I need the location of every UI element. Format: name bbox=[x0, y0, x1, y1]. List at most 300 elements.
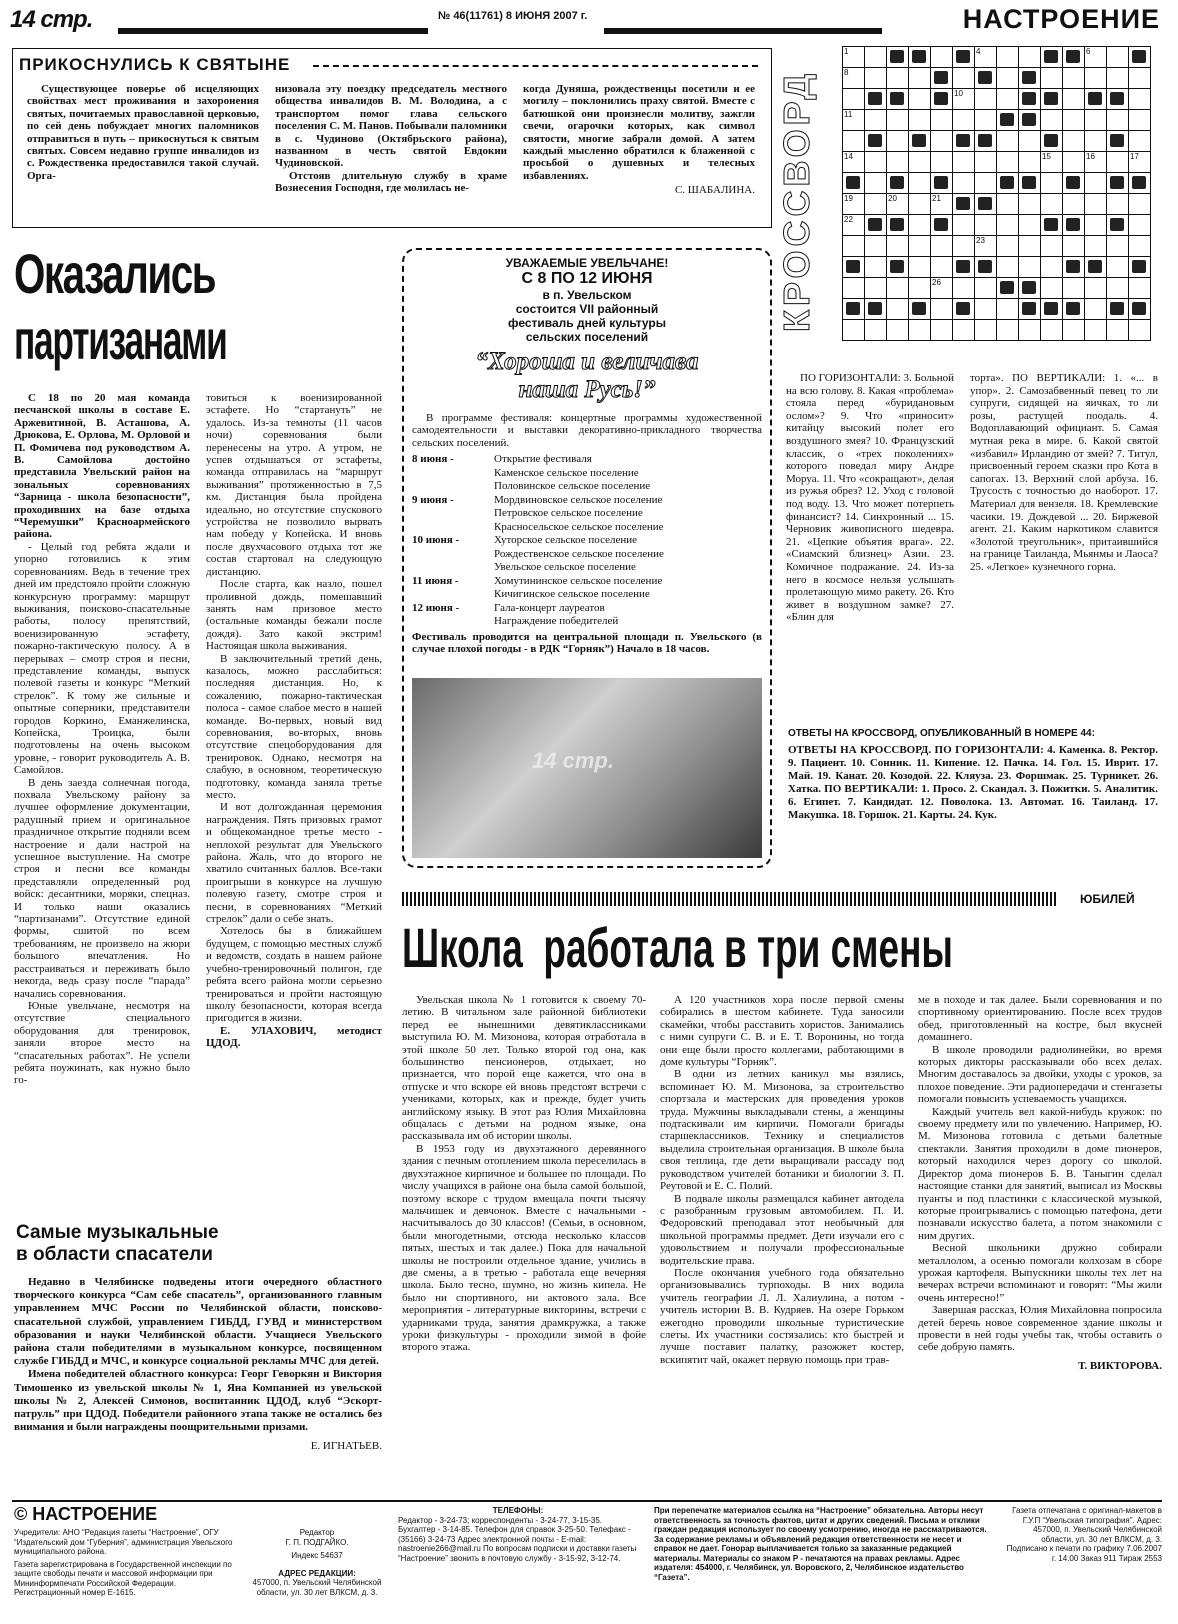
festival-schedule bbox=[412, 453, 762, 629]
schedule-items bbox=[494, 602, 618, 629]
crossword-cell[interactable] bbox=[1019, 320, 1041, 341]
crossword-cell[interactable] bbox=[1063, 152, 1085, 173]
crossword-black-cell bbox=[865, 299, 887, 320]
crossword-cell[interactable] bbox=[1041, 110, 1063, 131]
music-p1: Недавно в Челябинске подведены итоги очередного областного творческого конкурса “Сам себе спасатель”, организованного главным управлением МЧС России по Челябинской области, поисково-спасательной службой, управлением ГИБДД, ГУВД и министерством образования и науки Челябинской области. Учащиеся Увельского района стали победителями в музыкальном конкурсе, посвященном службе ГИБДД и МЧС, и конкурсе социальной рекламы МЧС для детей. bbox=[14, 1276, 382, 1368]
crossword-cell[interactable] bbox=[975, 89, 997, 110]
crossword-black-cell bbox=[953, 299, 975, 320]
crossword-cell[interactable] bbox=[1129, 110, 1151, 131]
crossword-cell[interactable] bbox=[865, 278, 887, 299]
crossword-cell[interactable] bbox=[1019, 257, 1041, 278]
crossword-cell[interactable] bbox=[1107, 110, 1129, 131]
crossword-cell[interactable] bbox=[931, 110, 953, 131]
crossword-cell[interactable] bbox=[865, 47, 887, 68]
crossword-cell[interactable] bbox=[865, 110, 887, 131]
crossword-black-cell bbox=[953, 257, 975, 278]
crossword-black-cell bbox=[1063, 215, 1085, 236]
slogan-l1: “Хороша и величава bbox=[475, 348, 699, 375]
crossword-black-cell bbox=[1019, 110, 1041, 131]
crossword-cell[interactable] bbox=[1085, 194, 1107, 215]
partisans-col-1 bbox=[14, 392, 190, 1087]
crossword-cell[interactable] bbox=[931, 152, 953, 173]
crossword-cell[interactable] bbox=[1019, 131, 1041, 152]
crossword-cell[interactable] bbox=[975, 215, 997, 236]
school-col-2 bbox=[660, 994, 904, 1366]
crossword-cell[interactable] bbox=[975, 236, 997, 257]
school-p4: В одни из летних каникул мы взялись, вспоминает Ю. М. Мизонова, за строительство спортзала и мастерских для проведения уроков труда. Мужчины выкладывали стены, а женщины подтаскивали им кирпичи. Помогали бригады старшеклассников. Технику и специалистов выделила строительная организация. В школе была своя теплица, где дети выращивали рассаду под руководством учителей ботаники и биологии З. П. Реутовой и Е. С. Полий. bbox=[660, 1068, 904, 1193]
footer-rule bbox=[12, 1500, 1162, 1502]
schedule-row bbox=[412, 575, 762, 602]
crossword-row bbox=[843, 68, 1151, 89]
crossword-row bbox=[843, 257, 1151, 278]
crossword-cell[interactable] bbox=[1107, 194, 1129, 215]
crossword-black-cell bbox=[931, 173, 953, 194]
crossword-row bbox=[843, 89, 1151, 110]
partisans-author: Е. УЛАХОВИЧ, методист ЦДОД. bbox=[206, 1024, 382, 1050]
crossword-grid bbox=[842, 46, 1151, 341]
crossword-cell[interactable] bbox=[997, 47, 1019, 68]
schedule-row bbox=[412, 534, 762, 575]
schedule-date: 11 июня - bbox=[412, 574, 459, 587]
crossword-black-cell bbox=[1019, 173, 1041, 194]
crossword-cell[interactable] bbox=[1041, 257, 1063, 278]
crossword-black-cell bbox=[931, 68, 953, 89]
school-p11: Завершая рассказ, Юлия Михайловна попросила детей беречь новое современное здание школы и провести в ней годы учебы так, чтобы оставить о себе добрую память. bbox=[918, 1304, 1162, 1354]
footer-editor-head: Редактор bbox=[299, 1528, 335, 1537]
crossword-cell[interactable] bbox=[997, 215, 1019, 236]
crossword-cell[interactable] bbox=[843, 131, 865, 152]
crossword-cell-number: 22 bbox=[844, 215, 853, 224]
crossword-black-cell bbox=[843, 173, 865, 194]
crossword-cell[interactable] bbox=[1107, 68, 1129, 89]
shrine-col-1 bbox=[27, 83, 259, 182]
crossword-cell[interactable] bbox=[997, 131, 1019, 152]
crossword-black-cell bbox=[1107, 173, 1129, 194]
crossword-cell[interactable] bbox=[975, 152, 997, 173]
crossword-cell[interactable] bbox=[909, 173, 931, 194]
crossword-cell[interactable] bbox=[1041, 194, 1063, 215]
crossword-row bbox=[843, 152, 1151, 173]
music-body bbox=[14, 1276, 382, 1454]
crossword-cell[interactable] bbox=[931, 299, 953, 320]
fest-l1: УВАЖАЕМЫЕ УВЕЛЬЧАНЕ! bbox=[505, 256, 669, 270]
crossword-cell[interactable] bbox=[1063, 110, 1085, 131]
crossword-cell[interactable] bbox=[1063, 89, 1085, 110]
crossword-black-cell bbox=[843, 257, 865, 278]
crossword-cell[interactable] bbox=[953, 68, 975, 89]
crossword-cell-number: 26 bbox=[932, 278, 941, 287]
partisans-p6: После старта, как назло, пошел проливной дождь, помешавший занять нам призовое место (остальные команды бежали после дождя). Зато какой экстрим! Настоящая школа выживания. bbox=[206, 578, 382, 653]
crossword-cell[interactable] bbox=[1019, 194, 1041, 215]
crossword-black-cell bbox=[887, 47, 909, 68]
crossword-cell[interactable] bbox=[865, 68, 887, 89]
crossword-cell-number: 1 bbox=[844, 47, 849, 56]
crossword-clues-2 bbox=[970, 372, 1158, 574]
shrine-p1: Существующее поверье об исцеляющих свойствах мест проживания и захоронения святых, почитаемых православной церковью, по сей день побуждает многих паломников отправиться в путь – прикоснуться к святым святых. Совсем недавно группе инвалидов из с. Рождественка предоставился такой случай. Орга- bbox=[27, 83, 259, 182]
crossword-black-cell bbox=[1019, 278, 1041, 299]
school-title: Школа работала в три смены bbox=[402, 916, 953, 979]
schedule-item: Красносельское сельское поселение bbox=[494, 520, 664, 533]
crossword-cell[interactable] bbox=[953, 173, 975, 194]
answers-heading: ОТВЕТЫ НА КРОССВОРД, ОПУБЛИКОВАННЫЙ В НОМЕРЕ 44: bbox=[788, 728, 1095, 739]
crossword-cell[interactable] bbox=[953, 89, 975, 110]
crossword-cell[interactable] bbox=[887, 320, 909, 341]
crossword-black-cell bbox=[953, 47, 975, 68]
fest-l4: состоится VII районный bbox=[515, 302, 659, 316]
crossword-cell[interactable] bbox=[997, 68, 1019, 89]
festival-closing: Фестиваль проводится на центральной площади п. Увельского (в случае плохой погоды - в РДК “Горняк”) Начало в 18 часов. bbox=[412, 630, 762, 656]
crossword-cell[interactable] bbox=[975, 278, 997, 299]
issue-line: № 46(11761) 8 ИЮНЯ 2007 г. bbox=[438, 10, 588, 22]
crossword-cell[interactable] bbox=[1129, 194, 1151, 215]
crossword-black-cell bbox=[1063, 299, 1085, 320]
crossword-black-cell bbox=[1041, 131, 1063, 152]
shrine-p3: Отстояв длительную службу в храме Вознесения Господня, где молилась не- bbox=[275, 169, 507, 195]
crossword-cell[interactable] bbox=[1041, 173, 1063, 194]
crossword-cell[interactable] bbox=[843, 194, 865, 215]
crossword-cell[interactable] bbox=[953, 320, 975, 341]
crossword-cell[interactable] bbox=[997, 194, 1019, 215]
crossword-cell[interactable] bbox=[997, 89, 1019, 110]
crossword-cell[interactable] bbox=[843, 320, 865, 341]
crossword-row bbox=[843, 173, 1151, 194]
crossword-cell[interactable] bbox=[1019, 152, 1041, 173]
schedule-items bbox=[494, 575, 662, 602]
footer-addr: 457000, п. Увельский Челябинской области, ул. 30 лет ВЛКСМ, д. 3. bbox=[252, 1578, 382, 1597]
crossword-cell[interactable] bbox=[931, 194, 953, 215]
fest-intro-text: В программе фестиваля: концертные программы художественной самодеятельности и выставки декоративно-прикладного творчества сельских поселений. bbox=[412, 412, 762, 449]
crossword-cell[interactable] bbox=[1107, 257, 1129, 278]
crossword-cell[interactable] bbox=[1063, 320, 1085, 341]
crossword-black-cell bbox=[909, 131, 931, 152]
crossword-cell[interactable] bbox=[1041, 152, 1063, 173]
crossword-row bbox=[843, 299, 1151, 320]
crossword-cell[interactable] bbox=[1107, 152, 1129, 173]
crossword-cell[interactable] bbox=[931, 257, 953, 278]
crossword-cell[interactable] bbox=[975, 110, 997, 131]
crossword-label-block bbox=[776, 48, 817, 348]
crossword-cell[interactable] bbox=[1085, 215, 1107, 236]
crossword-cell[interactable] bbox=[1129, 152, 1151, 173]
shrine-col-3 bbox=[523, 83, 755, 197]
music-title-1: Самые музыкальные bbox=[16, 1222, 219, 1243]
shrine-title: ПРИКОСНУЛИСЬ К СВЯТЫНЕ bbox=[19, 55, 296, 75]
crossword-black-cell bbox=[931, 215, 953, 236]
school-author: Т. ВИКТОРОВА. bbox=[1078, 1359, 1162, 1372]
crossword-cell[interactable] bbox=[909, 320, 931, 341]
crossword-black-cell bbox=[1019, 299, 1041, 320]
crossword-black-cell bbox=[1129, 173, 1151, 194]
festival-photo bbox=[412, 678, 762, 858]
crossword-black-cell bbox=[1129, 299, 1151, 320]
crossword-cell[interactable] bbox=[1085, 110, 1107, 131]
crossword-black-cell bbox=[931, 89, 953, 110]
crossword-cell[interactable] bbox=[1019, 47, 1041, 68]
schedule-item: Петровское сельское поселение bbox=[494, 507, 643, 520]
crossword-row bbox=[843, 236, 1151, 257]
crossword-cell[interactable] bbox=[953, 152, 975, 173]
crossword-cell-number: 15 bbox=[1042, 152, 1051, 161]
partisans-p7: В заключительный третий день, казалось, можно расслабиться: последняя дистанция. Но, к сожалению, пожарно-тактическая полоса - самое слабое место в нашей команде. Во-первых, новый вид соревнования, во-вторых, вновь отсутствие спецоборудования для тренировок. Однако, несмотря на слабую, в основном, теоретическую подготовку, команда заняла третье место. bbox=[206, 652, 382, 801]
partisans-title-2: партизанами bbox=[14, 308, 227, 371]
fest-l6: сельских поселений bbox=[525, 330, 649, 344]
crossword-cell[interactable] bbox=[997, 236, 1019, 257]
crossword-cell[interactable] bbox=[975, 320, 997, 341]
crossword-cell[interactable] bbox=[1041, 320, 1063, 341]
schedule-item: Каменское сельское поселение bbox=[494, 466, 639, 479]
shrine-article bbox=[12, 48, 772, 228]
crossword-cell[interactable] bbox=[909, 68, 931, 89]
crossword-black-cell bbox=[1063, 47, 1085, 68]
crossword-cell[interactable] bbox=[1107, 47, 1129, 68]
crossword-cell[interactable] bbox=[931, 47, 953, 68]
school-col-3 bbox=[918, 994, 1162, 1372]
partisans-p8: И вот долгожданная церемония награждения. Пять призовых грамот и общекомандное третье место - неплохой результат для Увельского района. Жаль, что до второго не хватило считанных баллов. Все-таки проигрыши в конкурсе на лучшую полевую газету, смотре строя и песни, в соревнованиях “Меткий стрелок” дали о себе знать. bbox=[206, 801, 382, 926]
crossword-cell[interactable] bbox=[865, 194, 887, 215]
footer-editor: Г. П. ПОДГАЙКО. bbox=[285, 1537, 349, 1547]
crossword-black-cell bbox=[1041, 89, 1063, 110]
crossword-black-cell bbox=[909, 299, 931, 320]
crossword-cell[interactable] bbox=[931, 320, 953, 341]
schedule-date: 9 июня - bbox=[412, 493, 454, 506]
crossword-cell[interactable] bbox=[975, 299, 997, 320]
fest-l3: в п. Увельском bbox=[542, 288, 632, 302]
crossword-cell[interactable] bbox=[865, 173, 887, 194]
partisans-col-2 bbox=[206, 392, 382, 1050]
crossword-cell[interactable] bbox=[909, 257, 931, 278]
crossword-row bbox=[843, 194, 1151, 215]
crossword-cell[interactable] bbox=[1129, 236, 1151, 257]
crossword-cell[interactable] bbox=[1107, 320, 1129, 341]
school-p6: После окончания учебного года обязательно организовывались турпоходы. В них водила учитель географии Л. Л. Халиулина, а потом - учитель истории В. В. Кудряев. На озере Горьком ежегодно проводили школьные туристические слеты. Их участники состязались: кто быстрей и лучше поставит палатку, разожжет костер, вскипятит чай, окажет первую помощь при трав- bbox=[660, 1266, 904, 1366]
crossword-black-cell bbox=[887, 215, 909, 236]
crossword-black-cell bbox=[1107, 215, 1129, 236]
crossword-cell[interactable] bbox=[931, 278, 953, 299]
crossword-cell[interactable] bbox=[887, 194, 909, 215]
header-rule-right bbox=[604, 28, 882, 34]
festival-slogan bbox=[404, 348, 770, 404]
crossword-cell[interactable] bbox=[975, 47, 997, 68]
crossword-cell[interactable] bbox=[1063, 236, 1085, 257]
crossword-cell[interactable] bbox=[843, 110, 865, 131]
crossword-cell[interactable] bbox=[865, 236, 887, 257]
footer-reg: Газета зарегистрирована в Государственной инспекции по защите свободы печати и массовой информации при Мининформпечати Российской Федерации. Регистрационный номер Е-1615. bbox=[14, 1559, 232, 1597]
crossword-cell[interactable] bbox=[887, 131, 909, 152]
schedule-item: Половинское сельское поселение bbox=[494, 480, 651, 493]
crossword-cell[interactable] bbox=[909, 278, 931, 299]
crossword-cell[interactable] bbox=[997, 257, 1019, 278]
crossword-cell[interactable] bbox=[1041, 278, 1063, 299]
crossword-cell[interactable] bbox=[887, 278, 909, 299]
crossword-cell[interactable] bbox=[1129, 131, 1151, 152]
crossword-cell[interactable] bbox=[1129, 89, 1151, 110]
crossword-black-cell bbox=[1129, 257, 1151, 278]
crossword-black-cell bbox=[1063, 257, 1085, 278]
crossword-cell[interactable] bbox=[909, 89, 931, 110]
crossword-cell[interactable] bbox=[887, 236, 909, 257]
school-p9: Каждый учитель вел какой-нибудь кружок: по своему предмету или по увлечению. Например, Ю. М. Мизонова готовила с детьми балетные спектакли. Занятия проходили в доме пионеров, который находился через дорогу со школой. Директор дома пионеров Б. В. Таныгин сделал настоящие станки для занятий, выписал из Москвы пуанты и под пластинки с классической музыкой, которые проигрывались с помощью патефона, дети познавали искусство балета, а потом знакомили с ним других. bbox=[918, 1105, 1162, 1242]
crossword-cell[interactable] bbox=[865, 257, 887, 278]
crossword-cell-number: 11 bbox=[844, 110, 853, 119]
paper-name: НАСТРОЕНИЕ bbox=[962, 4, 1160, 34]
crossword-black-cell bbox=[1085, 89, 1107, 110]
crossword-black-cell bbox=[975, 257, 997, 278]
crossword-cell[interactable] bbox=[1107, 236, 1129, 257]
schedule-date: 8 июня - bbox=[412, 453, 454, 466]
crossword-black-cell bbox=[953, 131, 975, 152]
crossword-black-cell bbox=[997, 110, 1019, 131]
crossword-cell[interactable] bbox=[997, 299, 1019, 320]
crossword-cell[interactable] bbox=[997, 152, 1019, 173]
crossword-cell[interactable] bbox=[1041, 236, 1063, 257]
partisans-lead: С 18 по 20 мая команда песчанской школы в составе Е. Аржевитиной, В. Асташова, А. Дрюкова, Е. Орлова, М. Орловой и П. Фомичева под руководством А. В. Самойлова достойно представила Увельский район на зональных соревнованиях “Зарница - школа безопасности”, проходивших на базе отдыха “Черемушки” Красноармейского района. bbox=[14, 392, 190, 541]
crossword-cell-number: 20 bbox=[888, 194, 897, 203]
footer-founders: Учредители: АНО “Редакция газеты “Настроение”, ОГУ “Издательский дом “Губерния”, администрация Увельского муниципального района. bbox=[14, 1528, 233, 1556]
crossword-clues-1 bbox=[786, 372, 954, 624]
clues-vertical: торта». ПО ВЕРТИКАЛИ: 1. «... в упор». 2. Самозабвенный певец то ли супруги, сидящей на яичках, то ли розы, растущей поодаль. 4. Водоплавающий официант. 5. Самая мутная река в мире. 6. Какой святой «избавил» Ирландию от змей? 7. Титул, присвоенный героем сказки про Кота в сапогах. 13. Верхний слой арбуза. 16. Трусость с точностью до наоборот. 17. Материал для вензеля. 18. Кремлевские часики. 19. Дождевой ... 20. Биржевой агент. 21. Каким наркотиком славится «Золотой треугольник», притаившийся на границе Таиланда, Мьянмы и Лаоса? 25. «Легкое» кузнечного горна. bbox=[970, 372, 1158, 573]
partisans-p2: - Целый год ребята ждали и упорно готовились к этим соревнованиям. Ведь в течение трех дней им предстояло пройти сложную конкурсную программу: маршрут выживания, поисково-спасательные работы, полосу препятствий, военизированную эстафету, пожарно-тактическую полосу. А в перерывах – смотр строя и песни, представление команды, выпуск полевой газеты и конкурс “Меткий стрелок”. К тому же сильные и опытные соперники, представители городов Коркино, Еманжелинска, Копейска, Троицка, были подготовлены на очень высоком уровне, - говорит руководитель А. В. Самойлов. bbox=[14, 540, 190, 777]
crossword-cell[interactable] bbox=[843, 152, 865, 173]
crossword-cell-number: 8 bbox=[844, 68, 849, 77]
crossword-cell[interactable] bbox=[909, 152, 931, 173]
crossword-cell-number: 16 bbox=[1086, 152, 1095, 161]
schedule-row bbox=[412, 453, 762, 494]
school-p1: Увельская школа № 1 готовится к своему 70-летию. В читальном зале районной библиотеки перед ее нынешними девятиклассниками выступила Ю. М. Мизонова, которая отработала в этой школе 50 лет. Только второй год она, как большинство пенсионеров, отдыхает, но признается, что порой еще кажется, что она в отпуске и что вскоре ей вновь предстоят встречи с учениками, которых, как и прежде, будет учить английскому языку. В этот раз Юлия Михайловна общалась с детьми на родном языке, она рассказывала им об истории школы. bbox=[402, 994, 646, 1143]
crossword-row bbox=[843, 131, 1151, 152]
crossword-cell[interactable] bbox=[1085, 131, 1107, 152]
crossword-cell[interactable] bbox=[1063, 131, 1085, 152]
crossword-cell[interactable] bbox=[887, 110, 909, 131]
crossword-cell[interactable] bbox=[953, 110, 975, 131]
crossword-cell[interactable] bbox=[909, 215, 931, 236]
schedule-date: 10 июня - bbox=[412, 534, 460, 547]
crossword-cell[interactable] bbox=[909, 110, 931, 131]
crossword-cell[interactable] bbox=[1085, 152, 1107, 173]
crossword-cell[interactable] bbox=[1129, 215, 1151, 236]
crossword-black-cell bbox=[865, 89, 887, 110]
header-rule-left bbox=[118, 28, 428, 34]
crossword-black-cell bbox=[1063, 173, 1085, 194]
music-author: Е. ИГНАТЬЕВ. bbox=[310, 1440, 382, 1453]
crossword-cell[interactable] bbox=[1085, 47, 1107, 68]
crossword-cell[interactable] bbox=[1085, 236, 1107, 257]
fest-l2: С 8 ПО 12 ИЮНЯ bbox=[521, 270, 653, 287]
crossword-black-cell bbox=[997, 278, 1019, 299]
crossword-cell[interactable] bbox=[953, 215, 975, 236]
crossword-cell[interactable] bbox=[1041, 68, 1063, 89]
crossword-cell[interactable] bbox=[843, 236, 865, 257]
crossword-black-cell bbox=[865, 215, 887, 236]
crossword-black-cell bbox=[1107, 89, 1129, 110]
crossword-cell[interactable] bbox=[843, 215, 865, 236]
crossword-cell[interactable] bbox=[887, 299, 909, 320]
crossword-cell[interactable] bbox=[1063, 68, 1085, 89]
crossword-black-cell bbox=[975, 68, 997, 89]
footer-phones-block bbox=[398, 1506, 638, 1563]
crossword-black-cell bbox=[865, 131, 887, 152]
crossword-row bbox=[843, 320, 1151, 341]
school-p5: В подвале школы размещался кабинет автодела с разобранным грузовым автомобилем. П. И. Федоровский преподавал этот необычный для школьной программы предмет. Дети изучали его с удовольствием и получали профессиональные водительские права. bbox=[660, 1192, 904, 1267]
crossword-cell[interactable] bbox=[1063, 278, 1085, 299]
crossword-black-cell bbox=[953, 194, 975, 215]
schedule-items bbox=[494, 494, 664, 535]
shrine-title-rule bbox=[313, 65, 758, 67]
crossword-cell[interactable] bbox=[887, 68, 909, 89]
crossword-cell[interactable] bbox=[843, 68, 865, 89]
crossword-black-cell bbox=[887, 257, 909, 278]
festival-box bbox=[402, 248, 772, 868]
footer-logo: © НАСТРОЕНИЕ bbox=[14, 1504, 158, 1524]
crossword-cell[interactable] bbox=[865, 320, 887, 341]
shrine-col-2 bbox=[275, 83, 507, 195]
schedule-item: Открытие фестиваля bbox=[494, 453, 592, 466]
crossword-cell[interactable] bbox=[1019, 236, 1041, 257]
crossword-cell[interactable] bbox=[997, 320, 1019, 341]
crossword-cell[interactable] bbox=[909, 236, 931, 257]
school-col-1 bbox=[402, 994, 646, 1354]
slogan-l2: наша Русь!” bbox=[518, 376, 656, 403]
footer-addr-head: АДРЕС РЕДАКЦИИ: bbox=[278, 1568, 356, 1578]
schedule-item: Хомутининское сельское поселение bbox=[494, 574, 663, 587]
crossword-cell[interactable] bbox=[887, 152, 909, 173]
crossword-cell[interactable] bbox=[843, 47, 865, 68]
crossword-cell[interactable] bbox=[1085, 173, 1107, 194]
crossword-black-cell bbox=[1041, 47, 1063, 68]
crossword-cell[interactable] bbox=[1085, 68, 1107, 89]
crossword-cell[interactable] bbox=[1129, 68, 1151, 89]
crossword-cell[interactable] bbox=[865, 152, 887, 173]
crossword-cell[interactable] bbox=[843, 278, 865, 299]
crossword-cell[interactable] bbox=[931, 236, 953, 257]
crossword-cell[interactable] bbox=[931, 131, 953, 152]
crossword-row bbox=[843, 47, 1151, 68]
fest-l5: фестиваль дней культуры bbox=[508, 316, 666, 330]
schedule-items bbox=[494, 453, 650, 494]
crossword-cell[interactable] bbox=[1129, 320, 1151, 341]
crossword-cell[interactable] bbox=[975, 173, 997, 194]
school-p3: А 120 участников хора после первой смены собирались в шестом кабинете. Туда заносили скамейки, чтобы расставить хористов. Занимались с ними супруги С. В. и Е. Т. Воронины, но тогда они еще были просто коллегами, работающими в доме культуры “Горняк”. bbox=[660, 994, 904, 1069]
crossword-cell[interactable] bbox=[1019, 215, 1041, 236]
crossword-black-cell bbox=[997, 173, 1019, 194]
crossword-cell[interactable] bbox=[1129, 278, 1151, 299]
crossword-cell-number: 17 bbox=[1130, 152, 1139, 161]
schedule-item: Кичигинское сельское поселение bbox=[494, 588, 650, 601]
footer-editor-block bbox=[252, 1528, 382, 1597]
jubilee-rule bbox=[402, 892, 1058, 906]
crossword-cell[interactable] bbox=[953, 278, 975, 299]
schedule-row bbox=[412, 494, 762, 535]
crossword-cell[interactable] bbox=[843, 89, 865, 110]
footer-founders-block bbox=[14, 1528, 244, 1598]
schedule-item: Рождественское сельское поселение bbox=[494, 547, 664, 560]
crossword-cell[interactable] bbox=[909, 194, 931, 215]
music-title bbox=[16, 1222, 219, 1266]
crossword-cell[interactable] bbox=[1085, 320, 1107, 341]
crossword-cell[interactable] bbox=[1063, 194, 1085, 215]
crossword-black-cell bbox=[1041, 215, 1063, 236]
shrine-author: С. ШАБАЛИНА. bbox=[674, 184, 755, 197]
crossword-cell[interactable] bbox=[1085, 278, 1107, 299]
footer-index: Индекс 54637 bbox=[291, 1551, 343, 1560]
crossword-black-cell bbox=[909, 47, 931, 68]
footer-print: Газета отпечатана с оригинал-макетов в Г.У.П “Увельская типография”. Адрес: 457000, п. Увельский Челябинской области, ул. 30 лет ВЛКСМ, д. 3. Подписано к печати по графику 7.06.2007 г. 14.00 Заказ 911 Тираж 2553 bbox=[1006, 1506, 1162, 1563]
shrine-p4: когда Дуняша, рождественцы посетили и ее могилу – поклонились праху святой. Вместе с батюшкой они произнесли молитву, зажгли свечи, огарочки которых, как символ святости, многие забрали домой. А затем каждый мысленно обратился к блаженной с просьбой о душевных и телесных избавлениях. bbox=[523, 83, 755, 182]
schedule-item: Мордвиновское сельское поселение bbox=[494, 493, 663, 506]
answers-text: ОТВЕТЫ НА КРОССВОРД. ПО ГОРИЗОНТАЛИ: 4. Каменка. 8. Ректор. 9. Пациент. 10. Сонник. 11. Кипение. 12. Пачка. 14. Гол. 15. Иврит. 17. Май. 19. Канат. 20. Козодой. 22. Кляуза. 23. Форшмак. 25. Турникет. 26. Хатка. ПО ВЕРТИКАЛИ: 1. Просо. 2. Скандал. 3. Пожитки. 5. Аналитик. 6. Египет. 7. Кандидат. 12. Поволока. 13. Автомат. 16. Таиланд. 17. Макушка. 18. Горшок. 21. Карты. 24. Кук. bbox=[788, 744, 1158, 821]
crossword-cell[interactable] bbox=[953, 236, 975, 257]
crossword-cell[interactable] bbox=[1085, 299, 1107, 320]
crossword-cell[interactable] bbox=[1107, 278, 1129, 299]
